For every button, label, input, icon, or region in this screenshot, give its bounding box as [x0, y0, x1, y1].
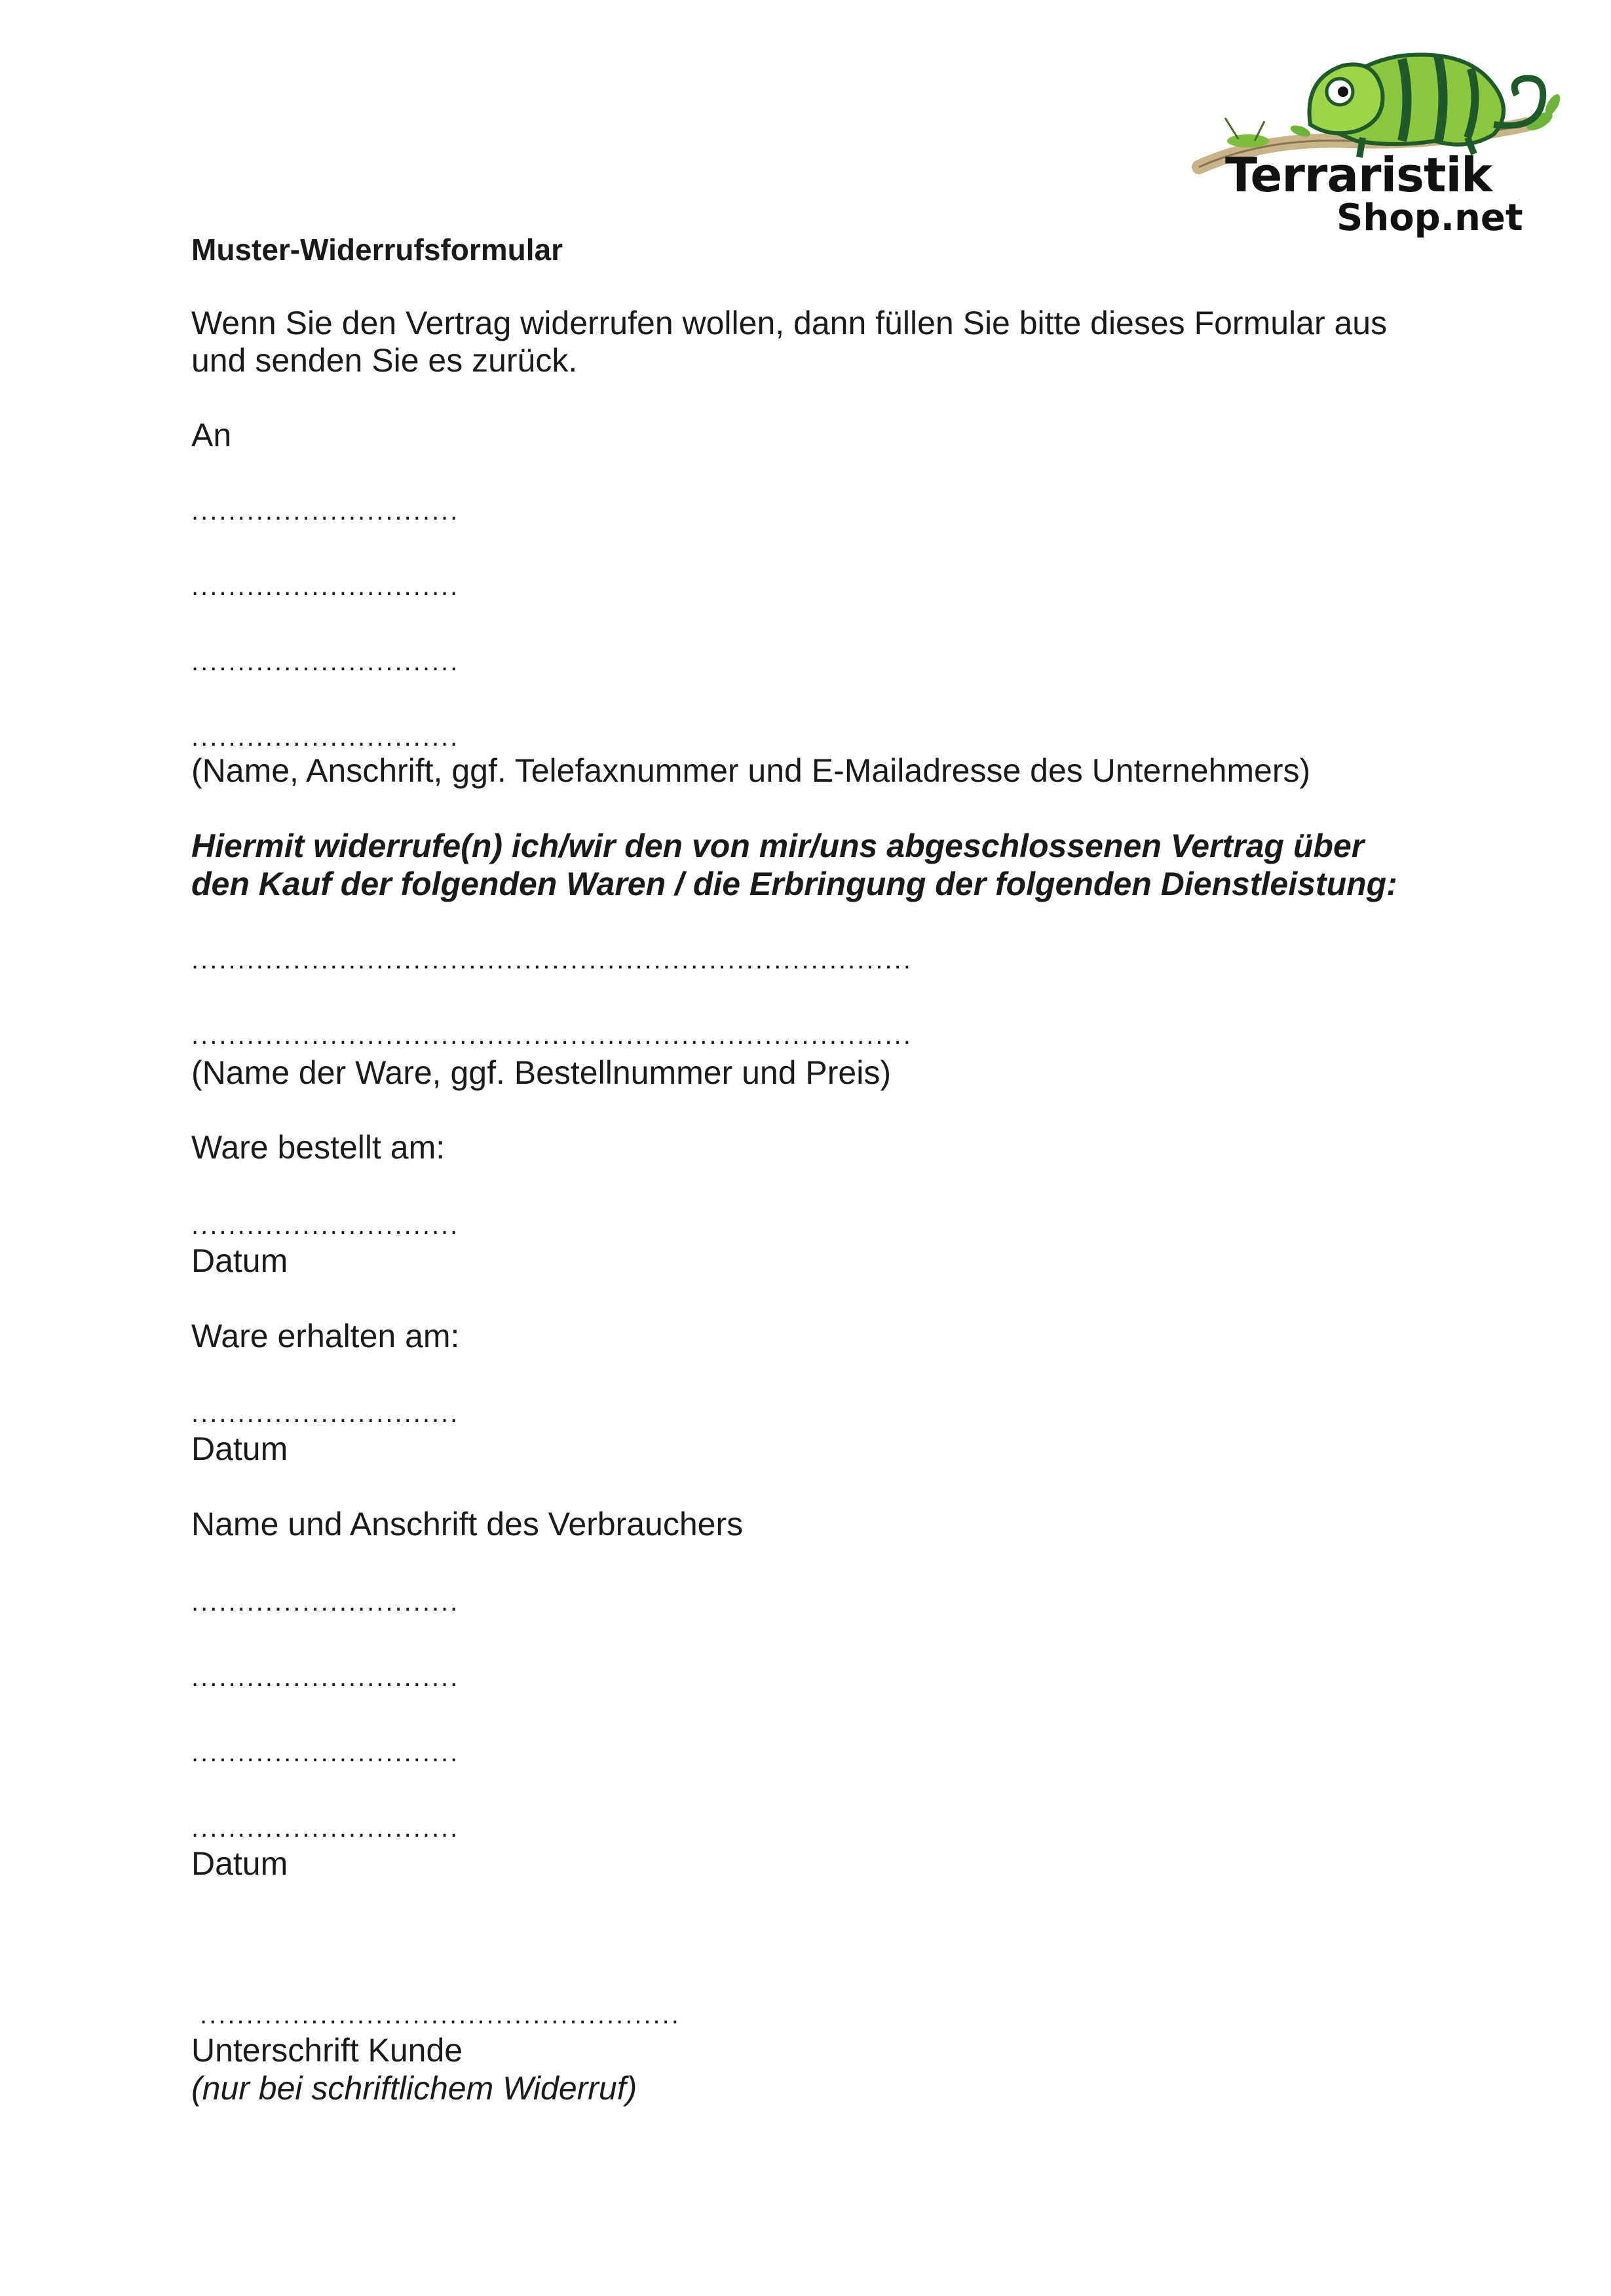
received-label: Ware erhalten am: — [191, 1318, 460, 1354]
form-title: Muster-Widerrufsformular — [191, 233, 563, 267]
company-address-line-1: ............................. — [191, 497, 460, 526]
goods-line-2: .............................................................................. — [191, 1021, 913, 1050]
consumer-date-line: ............................. — [191, 1814, 460, 1843]
received-date-line: ............................. — [191, 1399, 460, 1428]
company-caption: (Name, Anschrift, ggf. Telefaxnummer und E-Mailadresse des Unternehmers) — [191, 752, 1311, 789]
company-address-line-4: ............................. — [191, 723, 460, 752]
consumer-label: Name und Anschrift des Verbrauchers — [191, 1506, 744, 1542]
goods-line-1: .............................................................................. — [191, 946, 913, 974]
consumer-address-line-3: ............................. — [191, 1738, 460, 1767]
consumer-address-line-2: ............................. — [191, 1663, 460, 1692]
intro-line-1: Wenn Sie den Vertrag widerrufen wollen, dann füllen Sie bitte dieses Formular aus — [191, 305, 1388, 341]
logo-wordmark-shop-net: Shop.net — [1336, 197, 1523, 239]
signature-note: (nur bei schriftlichem Widerruf) — [191, 2070, 637, 2107]
signature-label: Unterschrift Kunde — [191, 2032, 463, 2069]
company-address-line-2: ............................. — [191, 572, 460, 601]
signature-line: .................................................... — [200, 2000, 681, 2029]
company-address-line-3: ............................. — [191, 647, 460, 676]
ordered-label: Ware bestellt am: — [191, 1129, 445, 1166]
logo-wordmark-terraristik: Terraristik — [1225, 147, 1492, 202]
recipient-label: An — [191, 417, 232, 453]
terraristik-logo — [1186, 26, 1579, 242]
intro-line-2: und senden Sie es zurück. — [191, 342, 578, 379]
consumer-date-caption: Datum — [191, 1845, 288, 1882]
ordered-date-line: ............................. — [191, 1211, 460, 1240]
declaration-line-2: den Kauf der folgenden Waren / die Erbringung der folgenden Dienstleistung: — [191, 866, 1397, 902]
goods-caption: (Name der Ware, ggf. Bestellnummer und Preis) — [191, 1054, 891, 1091]
consumer-address-line-1: ............................. — [191, 1588, 460, 1617]
received-date-caption: Datum — [191, 1430, 288, 1467]
declaration-line-1: Hiermit widerrufe(n) ich/wir den von mir/uns abgeschlossenen Vertrag über — [191, 828, 1365, 864]
ordered-date-caption: Datum — [191, 1242, 288, 1279]
